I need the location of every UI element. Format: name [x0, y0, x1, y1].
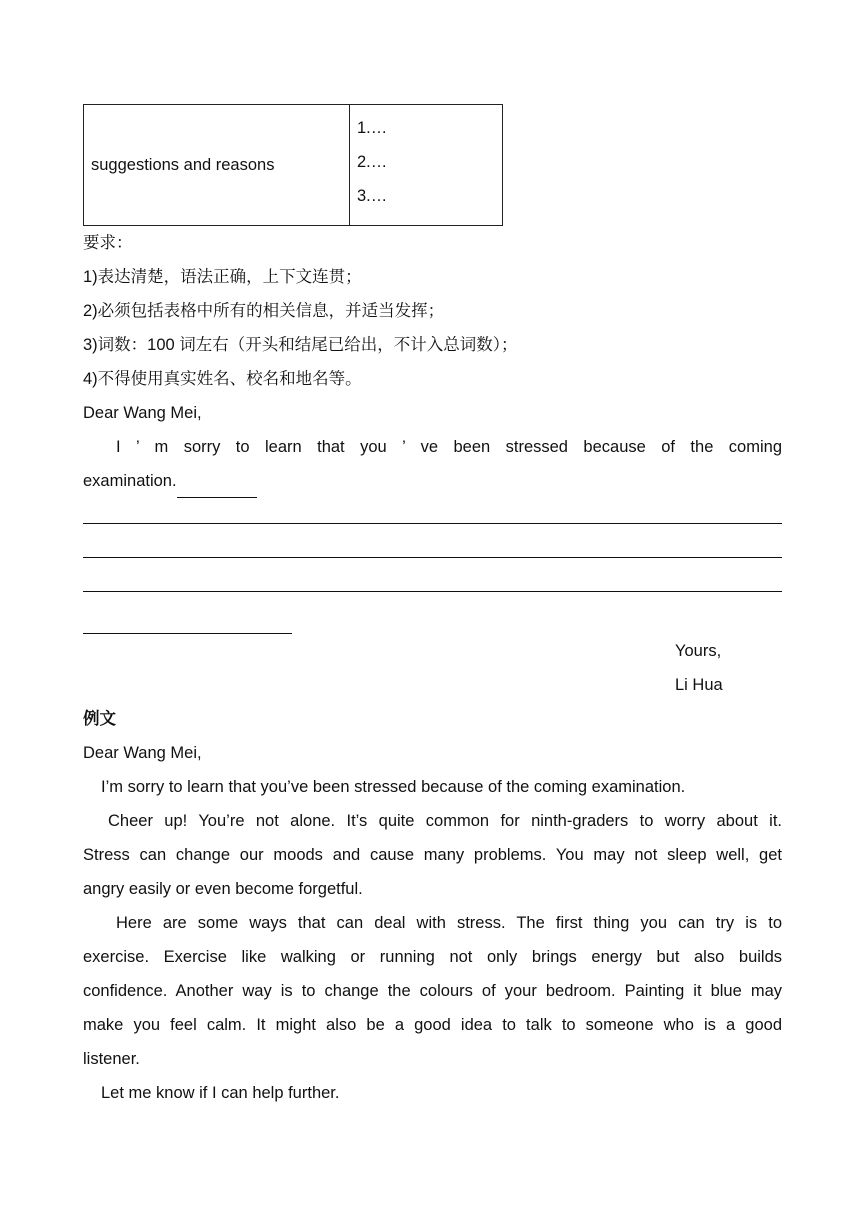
sample-line: exercise. Exercise like walking or running not only brings energy but also builds	[83, 948, 782, 966]
sample-line: make you feel calm. It might also be a good idea to talk to someone who is a good	[83, 1016, 782, 1034]
sample-line: Here are some ways that can deal with stress. The first thing you can try is to	[116, 914, 782, 932]
sample-line: I’m sorry to learn that you’ve been stressed because of the coming examination.	[101, 778, 686, 796]
writing-line[interactable]	[83, 532, 782, 566]
table-item: 3.…	[357, 187, 388, 205]
sample-line: Stress can change our moods and cause many problems. You may not sleep well, get	[83, 846, 782, 864]
document-page	[83, 104, 782, 1110]
requirement-item: 3)词数：100 词左右（开头和结尾已给出，不计入总词数）；	[83, 336, 518, 354]
sample-greeting: Dear Wang Mei,	[83, 744, 202, 762]
letter-greeting: Dear Wang Mei,	[83, 404, 202, 422]
sample-line: angry easily or even become forgetful.	[83, 880, 363, 898]
sample-heading: 例文	[83, 710, 116, 728]
requirement-item: 1)表达清楚，语法正确，上下文连贯；	[83, 268, 362, 286]
writing-line[interactable]	[83, 566, 782, 600]
outline-table	[83, 104, 503, 226]
table-item: 1.…	[357, 119, 388, 137]
table-cell-topic	[84, 105, 350, 226]
requirement-item: 4)不得使用真实姓名、校名和地名等。	[83, 370, 362, 388]
requirement-item: 2)必须包括表格中所有的相关信息，并适当发挥；	[83, 302, 445, 320]
table-cell-items	[350, 105, 503, 226]
writing-blank[interactable]	[177, 473, 257, 498]
letter-opening-line-2	[83, 464, 782, 498]
letter-signature: Li Hua	[675, 676, 723, 694]
requirements-heading: 要求：	[83, 234, 133, 252]
letter-opening-line: I ’ m sorry to learn that you ’ ve been stressed because of the coming	[116, 438, 782, 456]
table-topic-text: suggestions and reasons	[91, 155, 275, 174]
writing-line[interactable]	[83, 498, 782, 532]
sample-line: listener.	[83, 1050, 140, 1068]
sample-line: confidence. Another way is to change the colours of your bedroom. Painting it blue may	[83, 982, 782, 1000]
letter-opening-text: examination.	[83, 472, 177, 490]
writing-line-short[interactable]	[83, 600, 782, 634]
letter-closing: Yours,	[675, 642, 722, 660]
sample-line: Let me know if I can help further.	[101, 1084, 340, 1102]
sample-line: Cheer up! You’re not alone. It’s quite common for ninth-graders to worry about it.	[108, 812, 782, 830]
table-item: 2.…	[357, 153, 388, 171]
